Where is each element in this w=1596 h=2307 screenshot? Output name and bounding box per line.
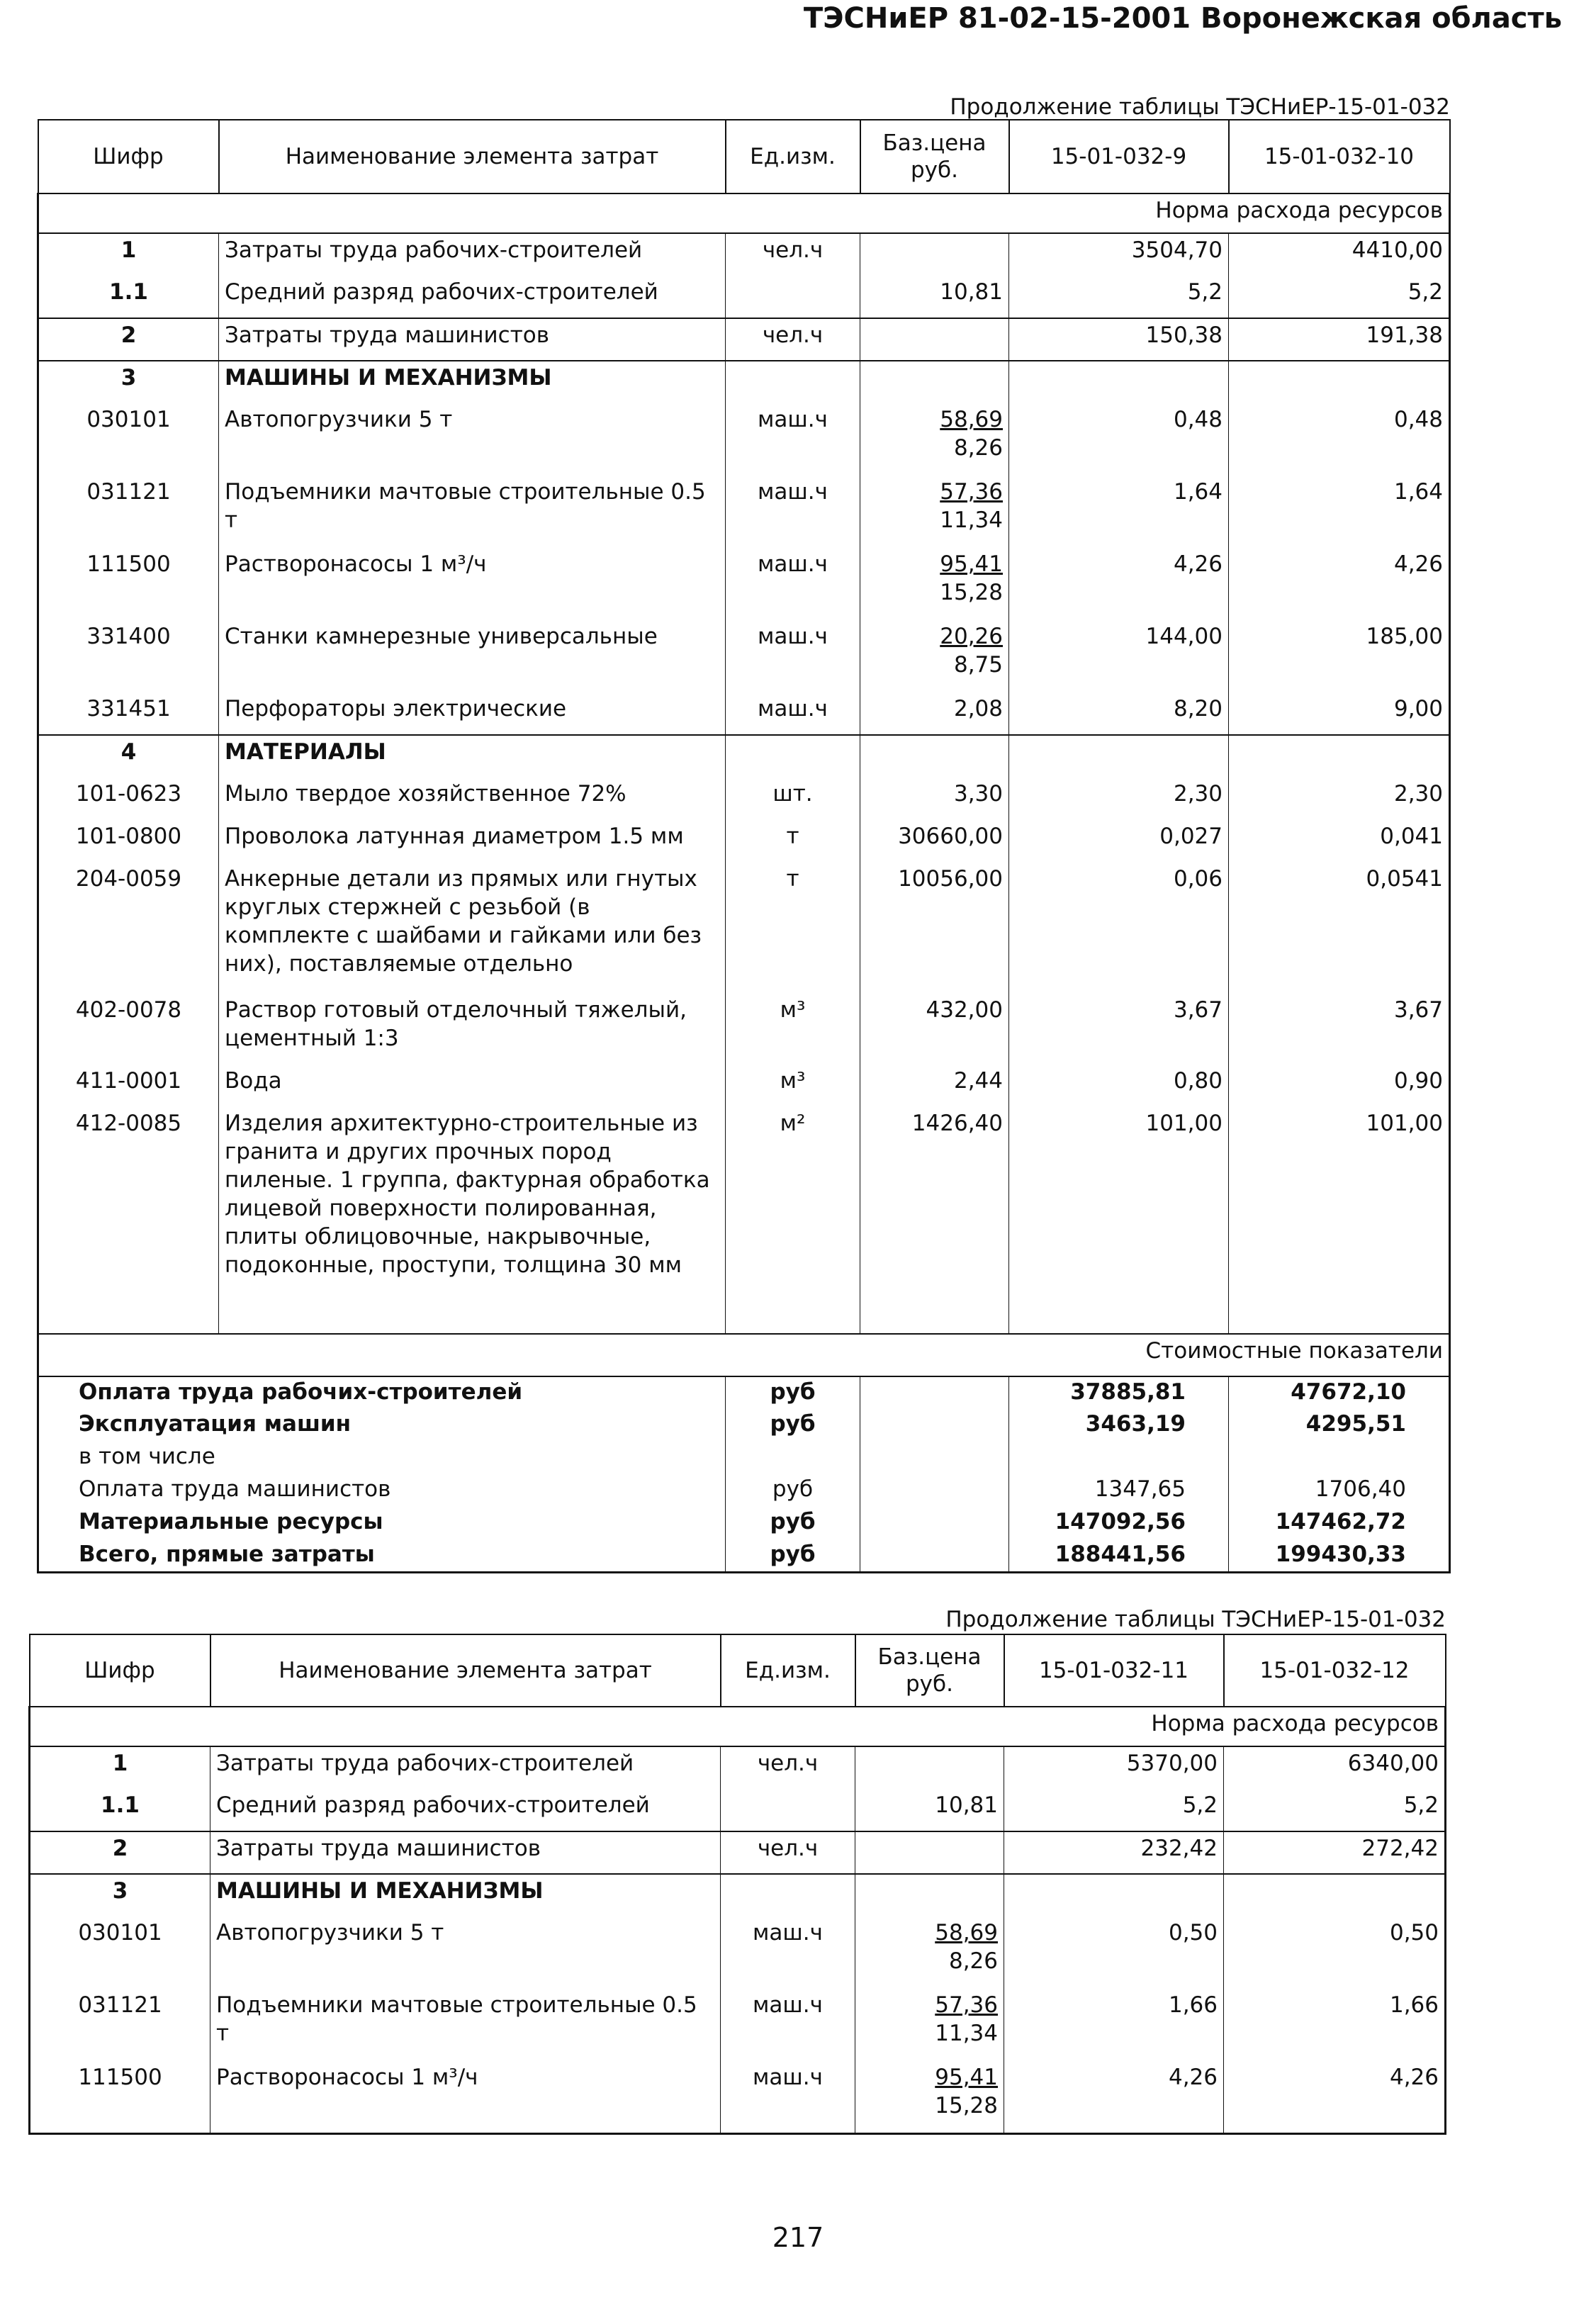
cost-price-empty <box>860 1376 1009 1409</box>
row-name: МАШИНЫ И МЕХАНИЗМЫ <box>210 1874 721 1916</box>
row-name: Средний разряд рабочих-строителей <box>219 276 726 318</box>
cost-row <box>38 1442 1450 1474</box>
row-value-b <box>1224 1874 1446 1916</box>
price-bottom: 2,44 <box>953 1068 1003 1094</box>
cost-value-b: 1706,40 <box>1229 1474 1450 1507</box>
row-unit: чел.ч <box>726 233 860 276</box>
row-unit: маш.ч <box>726 476 860 548</box>
row-value-b: 272,42 <box>1224 1831 1446 1874</box>
row-value-a: 4,26 <box>1009 548 1229 620</box>
row-code: 4 <box>38 735 219 778</box>
row-value-a <box>1009 361 1229 403</box>
header-column-b: 15-01-032-10 <box>1229 120 1450 193</box>
table-row <box>38 1107 1450 1298</box>
row-code: 030101 <box>38 403 219 476</box>
row-value-a <box>1009 735 1229 778</box>
header-price: Баз.цена руб. <box>860 120 1009 193</box>
price-bottom: 1426,40 <box>911 1111 1003 1136</box>
price-top: 57,36 <box>940 479 1003 505</box>
row-price <box>860 548 1009 620</box>
row-value-b: 0,041 <box>1229 820 1450 863</box>
cost-row <box>38 1474 1450 1507</box>
table-row <box>30 1989 1446 2061</box>
row-value-b: 1,66 <box>1224 1989 1446 2061</box>
norm-label: Норма расхода ресурсов <box>30 1707 1446 1746</box>
row-price <box>860 620 1009 692</box>
row-value-b: 185,00 <box>1229 620 1450 692</box>
row-price <box>860 476 1009 548</box>
row-unit: маш.ч <box>726 692 860 735</box>
row-code: 331451 <box>38 692 219 735</box>
header-unit: Ед.изм. <box>726 120 860 193</box>
cost-row <box>38 1539 1450 1572</box>
norm-label: Норма расхода ресурсов <box>38 193 1450 233</box>
row-price <box>855 1831 1004 1874</box>
price-bottom: 15,28 <box>935 2093 998 2118</box>
cost-row <box>38 1409 1450 1442</box>
row-name: Подъемники мачтовые строительные 0.5 т <box>219 476 726 548</box>
table-row <box>38 735 1450 778</box>
row-value-b: 101,00 <box>1229 1107 1450 1298</box>
row-unit <box>726 361 860 403</box>
table1-body <box>38 193 1450 1572</box>
row-value-b: 2,30 <box>1229 778 1450 820</box>
row-value-b: 0,90 <box>1229 1065 1450 1107</box>
row-unit: маш.ч <box>726 403 860 476</box>
row-value-a: 1,64 <box>1009 476 1229 548</box>
spacer-cell <box>1229 1298 1450 1334</box>
table2-body <box>30 1707 1446 2133</box>
row-value-b: 4,26 <box>1224 2061 1446 2133</box>
spacer-cell <box>1009 1298 1229 1334</box>
table2-caption: Продолжение таблицы ТЭСНиЕР-15-01-032 <box>945 1607 1446 1632</box>
row-value-a: 3504,70 <box>1009 233 1229 276</box>
row-price <box>855 1874 1004 1916</box>
table-row <box>38 820 1450 863</box>
cost-price-empty <box>860 1409 1009 1442</box>
table-row <box>30 2061 1446 2133</box>
row-name: Затраты труда машинистов <box>210 1831 721 1874</box>
row-value-a: 144,00 <box>1009 620 1229 692</box>
row-unit: т <box>726 820 860 863</box>
row-name: Затраты труда рабочих-строителей <box>210 1746 721 1789</box>
row-name: Затраты труда машинистов <box>219 318 726 361</box>
row-name: Анкерные детали из прямых или гнутых круглых стержней с резьбой (в комплекте с шайбами и гайками или без них), поставляемые отдельно <box>219 863 726 994</box>
row-value-a: 0,027 <box>1009 820 1229 863</box>
spacer-cell <box>726 1298 860 1334</box>
price-bottom: 8,75 <box>953 652 1003 678</box>
page-number: 217 <box>772 2222 824 2253</box>
row-code: 030101 <box>30 1916 210 1989</box>
row-value-a: 4,26 <box>1004 2061 1224 2133</box>
row-price <box>860 403 1009 476</box>
row-value-b: 9,00 <box>1229 692 1450 735</box>
spacer-cell <box>38 1298 219 1334</box>
row-code: 411-0001 <box>38 1065 219 1107</box>
row-price <box>860 863 1009 994</box>
price-bottom: 8,26 <box>948 1948 998 1974</box>
row-price <box>860 778 1009 820</box>
cost-name: Оплата труда машинистов <box>38 1474 726 1507</box>
row-price <box>855 1916 1004 1989</box>
price-bottom: 15,28 <box>940 580 1003 605</box>
row-code: 101-0800 <box>38 820 219 863</box>
row-unit: м³ <box>726 994 860 1065</box>
row-name: Перфораторы электрические <box>219 692 726 735</box>
price-bottom: 10056,00 <box>898 866 1003 892</box>
price-bottom: 30660,00 <box>898 824 1003 849</box>
cost-value-b: 47672,10 <box>1229 1376 1450 1409</box>
row-value-a: 0,06 <box>1009 863 1229 994</box>
price-top: 58,69 <box>940 407 1003 432</box>
price-bottom: 3,30 <box>953 781 1003 807</box>
row-code: 111500 <box>38 548 219 620</box>
price-bottom: 11,34 <box>935 2021 998 2046</box>
row-value-b: 6340,00 <box>1224 1746 1446 1789</box>
table-row <box>38 403 1450 476</box>
cost-value-b: 4295,51 <box>1229 1409 1450 1442</box>
row-value-a: 2,30 <box>1009 778 1229 820</box>
price-top: 57,36 <box>935 1992 998 2018</box>
table-row <box>38 233 1450 276</box>
row-code: 1.1 <box>38 276 219 318</box>
cost-price-empty <box>860 1474 1009 1507</box>
cost-value-a: 188441,56 <box>1009 1539 1229 1572</box>
row-price <box>860 735 1009 778</box>
cost-row <box>38 1376 1450 1409</box>
row-code: 3 <box>38 361 219 403</box>
row-code: 402-0078 <box>38 994 219 1065</box>
row-value-a: 0,48 <box>1009 403 1229 476</box>
row-value-b: 191,38 <box>1229 318 1450 361</box>
row-price <box>860 276 1009 318</box>
table-row <box>38 620 1450 692</box>
row-code: 1 <box>30 1746 210 1789</box>
table-row <box>38 276 1450 318</box>
row-value-b: 4,26 <box>1229 548 1450 620</box>
row-price <box>860 692 1009 735</box>
row-code: 3 <box>30 1874 210 1916</box>
row-unit: шт. <box>726 778 860 820</box>
cost-unit: руб <box>726 1409 860 1442</box>
row-code: 111500 <box>30 2061 210 2133</box>
row-price <box>860 318 1009 361</box>
cost-unit <box>726 1442 860 1474</box>
row-value-a: 0,50 <box>1004 1916 1224 1989</box>
row-value-b: 0,50 <box>1224 1916 1446 1989</box>
cost-value-b: 199430,33 <box>1229 1539 1450 1572</box>
row-unit: т <box>726 863 860 994</box>
cost-name: Материальные ресурсы <box>38 1507 726 1539</box>
table-row <box>30 1746 1446 1789</box>
row-code: 2 <box>30 1831 210 1874</box>
row-code: 2 <box>38 318 219 361</box>
header-code: Шифр <box>38 120 219 193</box>
row-value-a: 101,00 <box>1009 1107 1229 1298</box>
row-unit: чел.ч <box>726 318 860 361</box>
cost-name: Оплата труда рабочих-строителей <box>38 1376 726 1409</box>
row-name: Изделия архитектурно-строительные из гранита и других прочных пород пиленые. 1 группа, фактурная обработка лицевой поверхности полированная, плиты облицовочные, накрывочные, подоконные, проступи, толщина 30 мм <box>219 1107 726 1298</box>
header-column-a: 15-01-032-11 <box>1004 1634 1224 1707</box>
norm-label-row <box>30 1707 1446 1746</box>
page-title: ТЭСНиЕР 81-02-15-2001 Воронежская область <box>803 2 1562 35</box>
row-name: Растворонасосы 1 м³/ч <box>210 2061 721 2133</box>
row-name: Подъемники мачтовые строительные 0.5 т <box>210 1989 721 2061</box>
cost-unit: руб <box>726 1507 860 1539</box>
row-price <box>855 1989 1004 2061</box>
header-column-a: 15-01-032-9 <box>1009 120 1229 193</box>
cost-price-empty <box>860 1507 1009 1539</box>
header-name: Наименование элемента затрат <box>210 1634 721 1707</box>
resource-table-1 <box>37 119 1451 1573</box>
row-unit: маш.ч <box>721 1916 855 1989</box>
row-name: Растворонасосы 1 м³/ч <box>219 548 726 620</box>
row-unit: маш.ч <box>726 548 860 620</box>
table-row <box>38 361 1450 403</box>
row-name: Автопогрузчики 5 т <box>210 1916 721 1989</box>
row-price <box>860 1065 1009 1107</box>
row-value-a: 5,2 <box>1009 276 1229 318</box>
cost-unit: руб <box>726 1474 860 1507</box>
cost-value-a: 37885,81 <box>1009 1376 1229 1409</box>
row-value-a: 1,66 <box>1004 1989 1224 2061</box>
row-price <box>860 233 1009 276</box>
row-unit <box>726 735 860 778</box>
row-price <box>860 994 1009 1065</box>
row-name: Средний разряд рабочих-строителей <box>210 1789 721 1831</box>
row-code: 204-0059 <box>38 863 219 994</box>
row-price <box>860 820 1009 863</box>
cost-price-empty <box>860 1539 1009 1572</box>
row-name: Проволока латунная диаметром 1.5 мм <box>219 820 726 863</box>
spacer-row <box>38 1298 1450 1334</box>
row-unit <box>726 276 860 318</box>
table-row <box>38 476 1450 548</box>
price-bottom: 432,00 <box>926 997 1003 1023</box>
row-name: Затраты труда рабочих-строителей <box>219 233 726 276</box>
row-name: МАШИНЫ И МЕХАНИЗМЫ <box>219 361 726 403</box>
table-row <box>30 1831 1446 1874</box>
table-row <box>38 778 1450 820</box>
cost-unit: руб <box>726 1376 860 1409</box>
row-value-b: 5,2 <box>1229 276 1450 318</box>
cost-value-b <box>1229 1442 1450 1474</box>
row-value-a: 0,80 <box>1009 1065 1229 1107</box>
cost-value-a: 1347,65 <box>1009 1474 1229 1507</box>
header-unit: Ед.изм. <box>721 1634 855 1707</box>
table-row <box>30 1916 1446 1989</box>
row-code: 331400 <box>38 620 219 692</box>
row-value-b: 0,48 <box>1229 403 1450 476</box>
row-value-b <box>1229 361 1450 403</box>
row-code: 1 <box>38 233 219 276</box>
header-code: Шифр <box>30 1634 210 1707</box>
row-code: 1.1 <box>30 1789 210 1831</box>
row-unit: маш.ч <box>721 1989 855 2061</box>
cost-value-a <box>1009 1442 1229 1474</box>
norm-label-row <box>38 193 1450 233</box>
row-value-a: 5370,00 <box>1004 1746 1224 1789</box>
row-value-b <box>1229 735 1450 778</box>
price-bottom: 11,34 <box>940 507 1003 533</box>
table-row <box>30 1789 1446 1831</box>
resource-table-2 <box>28 1634 1446 2135</box>
row-name: Раствор готовый отделочный тяжелый, цементный 1:3 <box>219 994 726 1065</box>
row-unit: маш.ч <box>726 620 860 692</box>
row-price <box>860 1107 1009 1298</box>
cost-value-b: 147462,72 <box>1229 1507 1450 1539</box>
header-price: Баз.цена руб. <box>855 1634 1004 1707</box>
row-unit: чел.ч <box>721 1746 855 1789</box>
price-bottom: 10,81 <box>940 279 1003 305</box>
row-value-b: 3,67 <box>1229 994 1450 1065</box>
row-unit <box>721 1789 855 1831</box>
table1-caption: Продолжение таблицы ТЭСНиЕР-15-01-032 <box>950 94 1450 120</box>
table-row <box>38 1065 1450 1107</box>
cost-value-a: 147092,56 <box>1009 1507 1229 1539</box>
row-name: МАТЕРИАЛЫ <box>219 735 726 778</box>
header-column-b: 15-01-032-12 <box>1224 1634 1446 1707</box>
table-row <box>38 994 1450 1065</box>
row-unit: м³ <box>726 1065 860 1107</box>
price-top: 95,41 <box>935 2065 998 2090</box>
table-row <box>38 863 1450 994</box>
row-code: 031121 <box>38 476 219 548</box>
price-bottom: 2,08 <box>953 696 1003 722</box>
row-code: 412-0085 <box>38 1107 219 1298</box>
row-value-a: 5,2 <box>1004 1789 1224 1831</box>
row-value-a: 3,67 <box>1009 994 1229 1065</box>
row-code: 101-0623 <box>38 778 219 820</box>
spacer-cell <box>219 1298 726 1334</box>
row-value-b: 5,2 <box>1224 1789 1446 1831</box>
cost-value-a: 3463,19 <box>1009 1409 1229 1442</box>
row-unit: чел.ч <box>721 1831 855 1874</box>
cost-name: в том числе <box>38 1442 726 1474</box>
cost-name: Всего, прямые затраты <box>38 1539 726 1572</box>
cost-label: Стоимостные показатели <box>38 1334 1450 1376</box>
table-row <box>38 692 1450 735</box>
cost-price-empty <box>860 1442 1009 1474</box>
cost-unit: руб <box>726 1539 860 1572</box>
row-unit: м² <box>726 1107 860 1298</box>
row-value-a: 232,42 <box>1004 1831 1224 1874</box>
price-bottom: 10,81 <box>935 1792 998 1818</box>
table-row <box>30 1874 1446 1916</box>
row-value-a: 150,38 <box>1009 318 1229 361</box>
row-value-b: 0,0541 <box>1229 863 1450 994</box>
table-row <box>38 318 1450 361</box>
row-value-b: 1,64 <box>1229 476 1450 548</box>
row-value-b: 4410,00 <box>1229 233 1450 276</box>
row-name: Станки камнерезные универсальные <box>219 620 726 692</box>
row-code: 031121 <box>30 1989 210 2061</box>
cost-name: Эксплуатация машин <box>38 1409 726 1442</box>
row-unit <box>721 1874 855 1916</box>
table-row <box>38 548 1450 620</box>
price-top: 20,26 <box>940 624 1003 649</box>
row-name: Автопогрузчики 5 т <box>219 403 726 476</box>
row-value-a: 8,20 <box>1009 692 1229 735</box>
cost-row <box>38 1507 1450 1539</box>
row-name: Мыло твердое хозяйственное 72% <box>219 778 726 820</box>
cost-label-row <box>38 1334 1450 1376</box>
row-price <box>855 2061 1004 2133</box>
price-bottom: 8,26 <box>953 435 1003 461</box>
row-price <box>855 1789 1004 1831</box>
row-name: Вода <box>219 1065 726 1107</box>
price-top: 95,41 <box>940 551 1003 577</box>
spacer-cell <box>860 1298 1009 1334</box>
row-unit: маш.ч <box>721 2061 855 2133</box>
row-price <box>855 1746 1004 1789</box>
price-top: 58,69 <box>935 1920 998 1946</box>
row-value-a <box>1004 1874 1224 1916</box>
header-name: Наименование элемента затрат <box>219 120 726 193</box>
row-price <box>860 361 1009 403</box>
